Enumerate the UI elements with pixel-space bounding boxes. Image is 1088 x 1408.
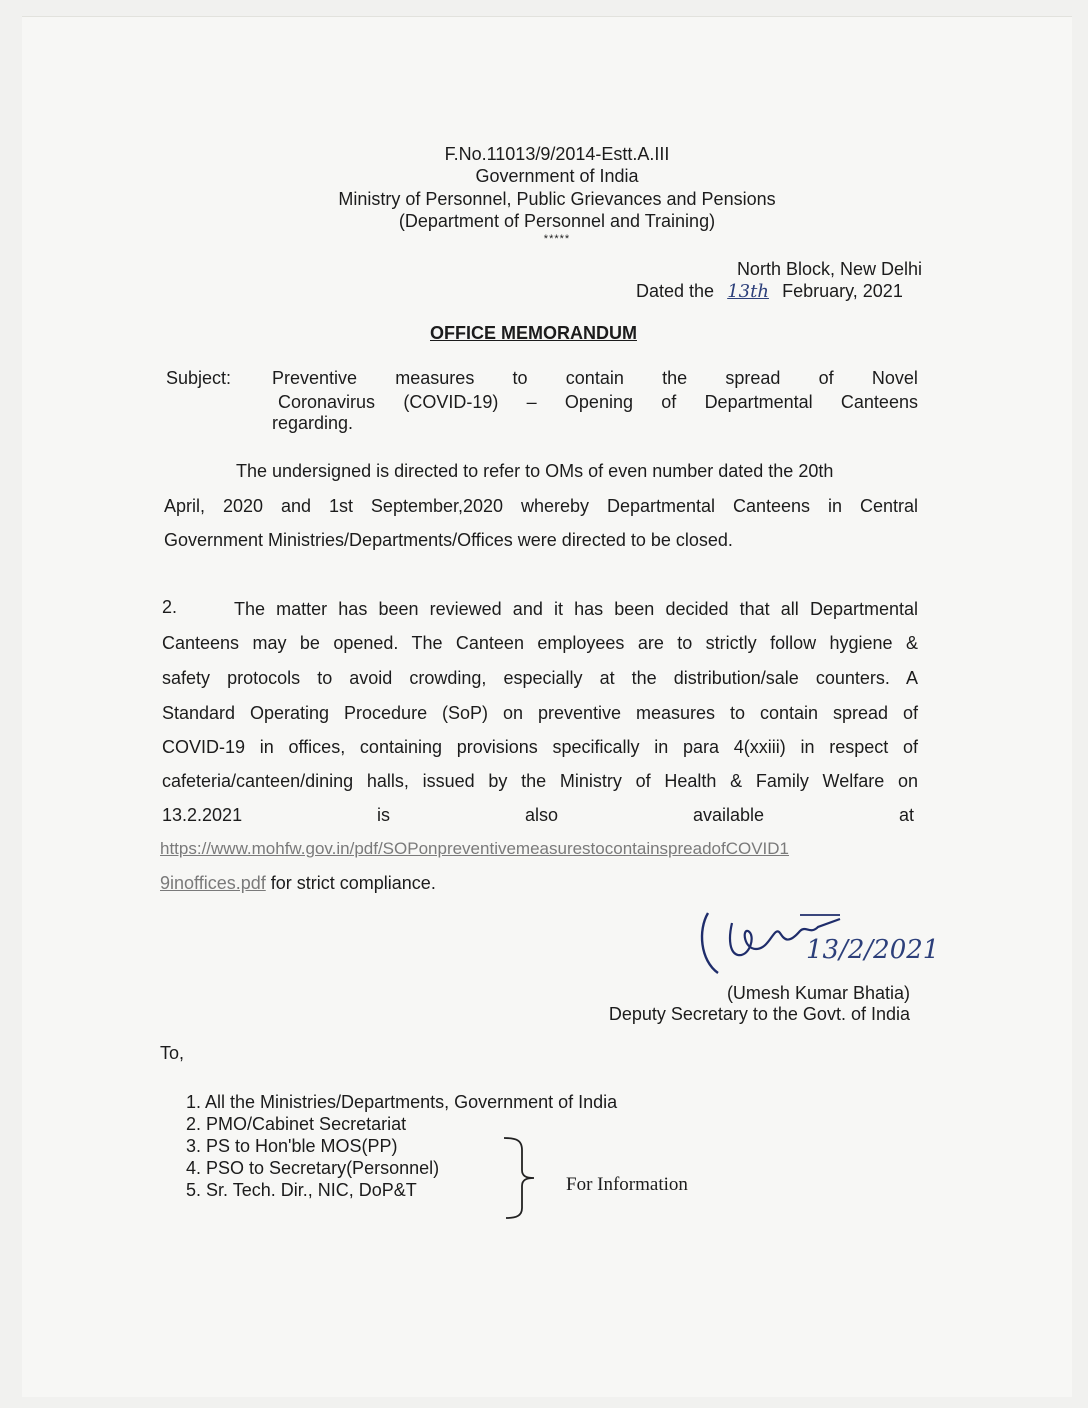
para1-line-1: The undersigned is directed to refer to OMs of even number dated the 20th (236, 461, 834, 481)
subject-word: (COVID-19) (403, 392, 499, 412)
list-item: 1. All the Ministries/Departments, Government of India (186, 1092, 618, 1112)
to-label: To, (160, 1043, 185, 1063)
signatory-designation: Deputy Secretary to the Govt. of India (608, 1004, 910, 1024)
sop-link-continued[interactable]: 9inoffices.pdf (160, 873, 266, 893)
subject-word: measures (395, 368, 475, 388)
subject-word: Opening (564, 392, 633, 412)
memo-title: OFFICE MEMORANDUM (430, 323, 637, 343)
date-line (636, 281, 903, 302)
para2-line-2: Canteens may be opened. The Canteen employees are to strictly follow hygiene & (162, 633, 918, 653)
para2-word: 13.2.2021 (162, 805, 243, 825)
sop-link[interactable]: https://www.mohfw.gov.in/pdf/SOPonpreventivemeasurestocontainspreadofCOVID1 (160, 839, 790, 858)
para2-line-5: COVID-19 in offices, containing provisions specifically in para 4(xxiii) in respect of (162, 737, 918, 757)
para2-line-6: cafeteria/canteen/dining halls, issued by the Ministry of Health & Family Welfare on (162, 771, 918, 791)
subject-word: Preventive (272, 368, 358, 388)
para1-line-3: Government Ministries/Departments/Offices were directed to be closed. (164, 530, 733, 550)
right-brace-icon (500, 1136, 540, 1220)
para2-word: available (692, 805, 765, 825)
header-stars: ***** (543, 233, 571, 245)
para2-last-line (160, 873, 436, 894)
subject-label: Subject: (166, 368, 232, 388)
signatory-name: (Umesh Kumar Bhatia) (726, 983, 910, 1003)
month-year: February, 2021 (782, 281, 903, 301)
after-link-text: for strict compliance. (270, 873, 436, 893)
signature-date: 13/2/2021 (806, 935, 940, 965)
list-item: 5. Sr. Tech. Dir., NIC, DoP&T (186, 1180, 417, 1200)
para2-line-7 (162, 805, 914, 826)
department-name: (Department of Personnel and Training) (398, 211, 716, 231)
for-information-label: For Information (566, 1174, 688, 1195)
subject-word: Departmental (704, 392, 813, 412)
para2-line-1: The matter has been reviewed and it has been decided that all Departmental (234, 599, 918, 619)
para1-line-2: April, 2020 and 1st September,2020 whereby Departmental Canteens in Central (164, 496, 918, 516)
subject-word: of (818, 368, 834, 388)
subject-line-1 (272, 368, 918, 389)
subject-word: Novel (871, 368, 918, 388)
para2-word: at (898, 805, 914, 825)
list-item: 4. PSO to Secretary(Personnel) (186, 1158, 440, 1178)
subject-word: Coronavirus (278, 392, 376, 412)
subject-word: the (662, 368, 688, 388)
para2-line-3: safety protocols to avoid crowding, especially at the distribution/sale counters. A (162, 668, 918, 688)
file-number: F.No.11013/9/2014-Estt.A.III (444, 144, 670, 164)
subject-word: Canteens (840, 392, 918, 412)
government-name: Government of India (475, 166, 639, 186)
para2-number: 2. (162, 597, 178, 617)
place: North Block, New Delhi (736, 259, 922, 279)
subject-word: – (526, 392, 537, 412)
para2-word: is (377, 805, 391, 825)
para2-line-4: Standard Operating Procedure (SoP) on preventive measures to contain spread of (162, 703, 918, 723)
subject-line-2 (278, 392, 918, 413)
subject-word: to (512, 368, 528, 388)
subject-word: contain (565, 368, 624, 388)
ministry-name: Ministry of Personnel, Public Grievances and Pensions (338, 189, 776, 209)
subject-word: spread (725, 368, 781, 388)
subject-word: of (661, 392, 677, 412)
subject-line-3: regarding. (272, 413, 354, 433)
recipient-list (186, 1091, 617, 1201)
list-item: 2. PMO/Cabinet Secretariat (186, 1114, 407, 1134)
list-item: 3. PS to Hon'ble MOS(PP) (186, 1136, 398, 1156)
para2-word: also (524, 805, 559, 825)
dated-prefix: Dated the (636, 281, 715, 301)
handwritten-day: 13th (727, 281, 769, 302)
